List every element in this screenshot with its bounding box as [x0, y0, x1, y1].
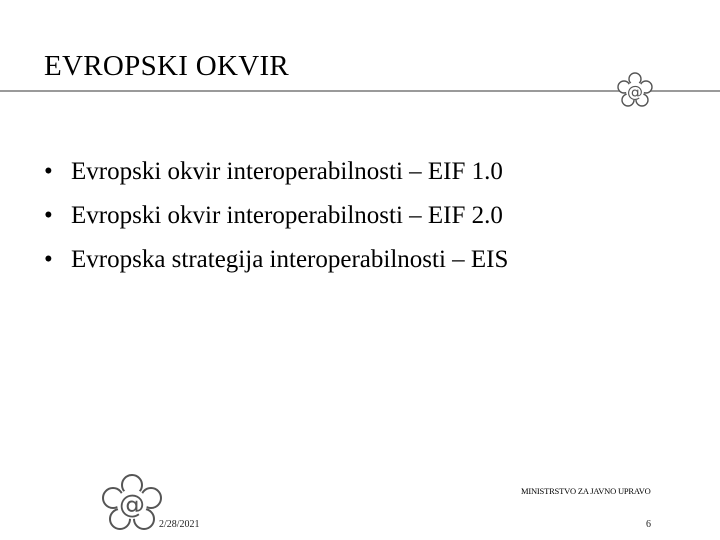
bullet-item: [44, 238, 508, 282]
svg-text:@: @: [627, 82, 643, 101]
bullet-item: [44, 150, 508, 194]
ministry-logo-icon: [100, 474, 164, 532]
bullet-list: [44, 150, 508, 282]
at-flower-logo-icon: [617, 72, 653, 108]
bullet-dot: •: [44, 202, 53, 229]
bullet-text: Evropska strategija interoperabilnosti – EIS: [71, 246, 509, 273]
bullet-dot: •: [44, 246, 53, 273]
slide-date: 2/28/2021: [159, 519, 200, 530]
title-rule: [0, 90, 720, 92]
bullet-text: Evropski okvir interoperabilnosti – EIF 1.0: [71, 158, 503, 185]
page-number: 6: [646, 519, 651, 530]
bullet-text: Evropski okvir interoperabilnosti – EIF 2.0: [71, 202, 503, 229]
bullet-item: [44, 194, 508, 238]
ministry-label: MINISTRSTVO ZA JAVNO UPRAVO: [521, 486, 651, 496]
svg-text:@: @: [119, 490, 145, 520]
bullet-dot: •: [44, 158, 53, 185]
slide-title: EVROPSKI OKVIR: [44, 50, 290, 82]
